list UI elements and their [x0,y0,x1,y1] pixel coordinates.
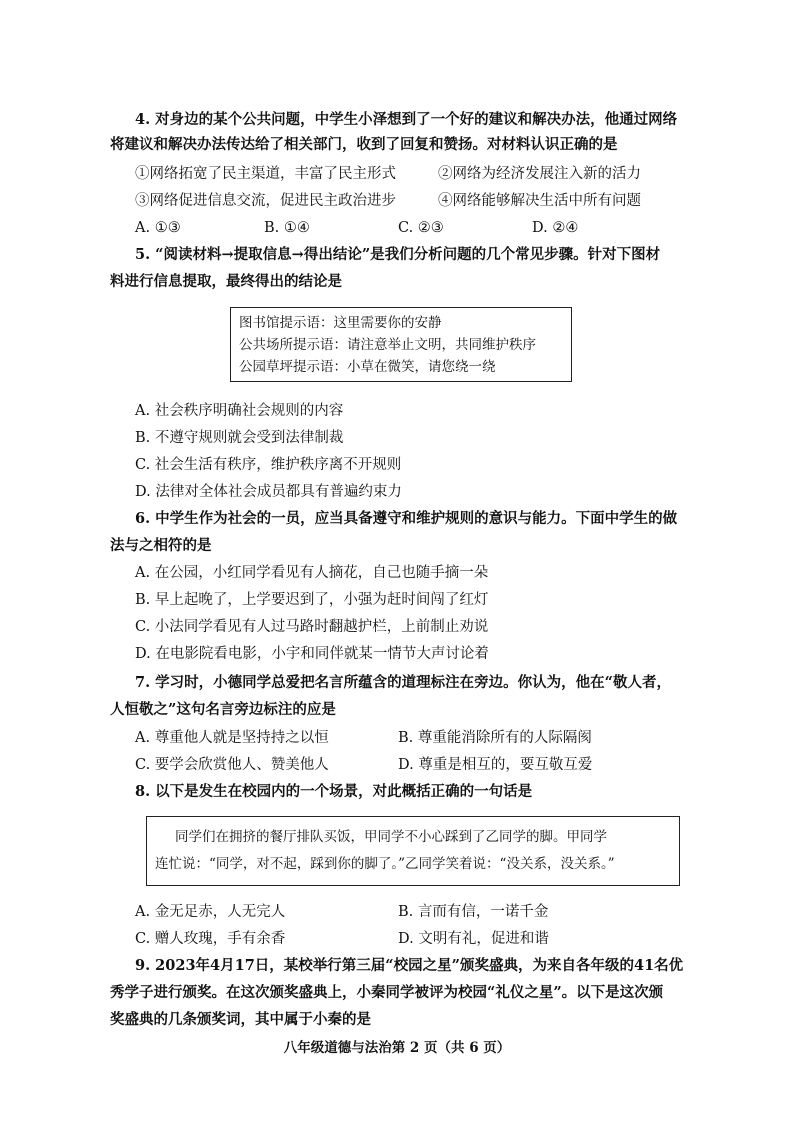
q8-stem: 8. 以下是发生在校园内的一个场景，对此概括正确的一句话是 [135,783,533,800]
q6-option-c: C. 小法同学看见有人过马路时翻越护栏，上前制止劝说 [135,619,489,635]
q4-option-c: C. ②③ [398,220,444,236]
q8-scene-line1: 同学们在拥挤的餐厅排队买饭，甲同学不小心踩到了乙同学的脚。甲同学 [175,829,607,845]
q8-option-c: C. 赠人玫瑰，手有余香 [135,931,286,947]
q4-statement-4: ④网络能够解决生活中所有问题 [438,193,641,209]
q7-option-d: D. 尊重是相互的，要互敬互爱 [398,757,593,773]
q8-option-b: B. 言而有信，一诺千金 [398,904,549,920]
q4-statement-2: ②网络为经济发展注入新的活力 [438,166,641,182]
q5-option-a: A. 社会秩序明确社会规则的内容 [135,403,344,419]
q5-sign-park-lawn: 公园草坪提示语：小草在微笑，请您绕一绕 [239,359,496,375]
q7-stem-line2: 人恒敬之”这句名言旁边标注的应是 [110,701,336,718]
q9-stem-line1: 9. 2023年4月17日，某校举行第三届“校园之星”颁奖盛典，为来自各年级的41名优 [135,957,684,974]
q7-option-c: C. 要学会欣赏他人、赞美他人 [135,757,329,773]
q6-stem-line2: 法与之相符的是 [110,537,212,554]
q5-signs-box [230,307,572,382]
page-footer: 八年级道德与法治第 2 页（共 6 页） [283,1040,511,1056]
q7-option-a: A. 尊重他人就是坚持持之以恒 [135,730,329,746]
q5-option-b: B. 不遵守规则就会受到法律制裁 [135,430,344,446]
q5-option-c: C. 社会生活有秩序，维护秩序离不开规则 [135,457,402,473]
q4-stem-line1: 4. 对身边的某个公共问题，中学生小泽想到了一个好的建议和解决办法，他通过网络 [135,111,678,128]
q6-option-d: D. 在电影院看电影，小宇和同伴就某一情节大声讨论着 [135,646,489,662]
q6-stem-line1: 6. 中学生作为社会的一员，应当具备遵守和维护规则的意识与能力。下面中学生的做 [135,510,678,527]
q9-stem-line2: 秀学子进行颁奖。在这次颁奖盛典上，小秦同学被评为校园“礼仪之星”。以下是这次颁 [110,984,664,1001]
q4-statement-1: ①网络拓宽了民主渠道，丰富了民主形式 [135,166,396,182]
q5-stem-line2: 料进行信息提取，最终得出的结论是 [110,273,342,290]
q5-option-d: D. 法律对全体社会成员都具有普遍约束力 [135,484,402,500]
q4-stem-line2: 将建议和解决办法传达给了相关部门，收到了回复和赞扬。对材料认识正确的是 [110,136,618,153]
q8-option-d: D. 文明有礼，促进和谐 [398,931,549,947]
q7-stem-line1: 7. 学习时，小德同学总爱把名言所蕴含的道理标注在旁边。你认为，他在“敬人者， [135,674,672,691]
q8-option-a: A. 金无足赤，人无完人 [135,904,286,920]
q5-sign-library: 图书馆提示语：这里需要你的安静 [239,315,442,331]
q4-option-d: D. ②④ [532,220,579,236]
q5-stem-line1: 5. “阅读材料→提取信息→得出结论”是我们分析问题的几个常见步骤。针对下图材 [135,246,661,263]
q4-statement-3: ③网络促进信息交流，促进民主政治进步 [135,193,396,209]
q9-stem-line3: 奖盛典的几条颁奖词，其中属于小秦的是 [110,1011,371,1028]
q8-scene-line2: 连忙说：“同学，对不起，踩到你的脚了。”乙同学笑着说：“没关系，没关系。” [155,856,615,872]
q5-sign-public-place: 公共场所提示语：请注意举止文明，共同维护秩序 [239,337,536,353]
q4-option-b: B. ①④ [264,220,310,236]
q7-option-b: B. 尊重能消除所有的人际隔阂 [398,730,592,746]
q4-option-a: A. ①③ [135,220,181,236]
q8-scene-box [146,816,680,886]
q6-option-b: B. 早上起晚了，上学要迟到了，小强为赶时间闯了红灯 [135,592,489,608]
q6-option-a: A. 在公园，小红同学看见有人摘花，自己也随手摘一朵 [135,565,489,581]
